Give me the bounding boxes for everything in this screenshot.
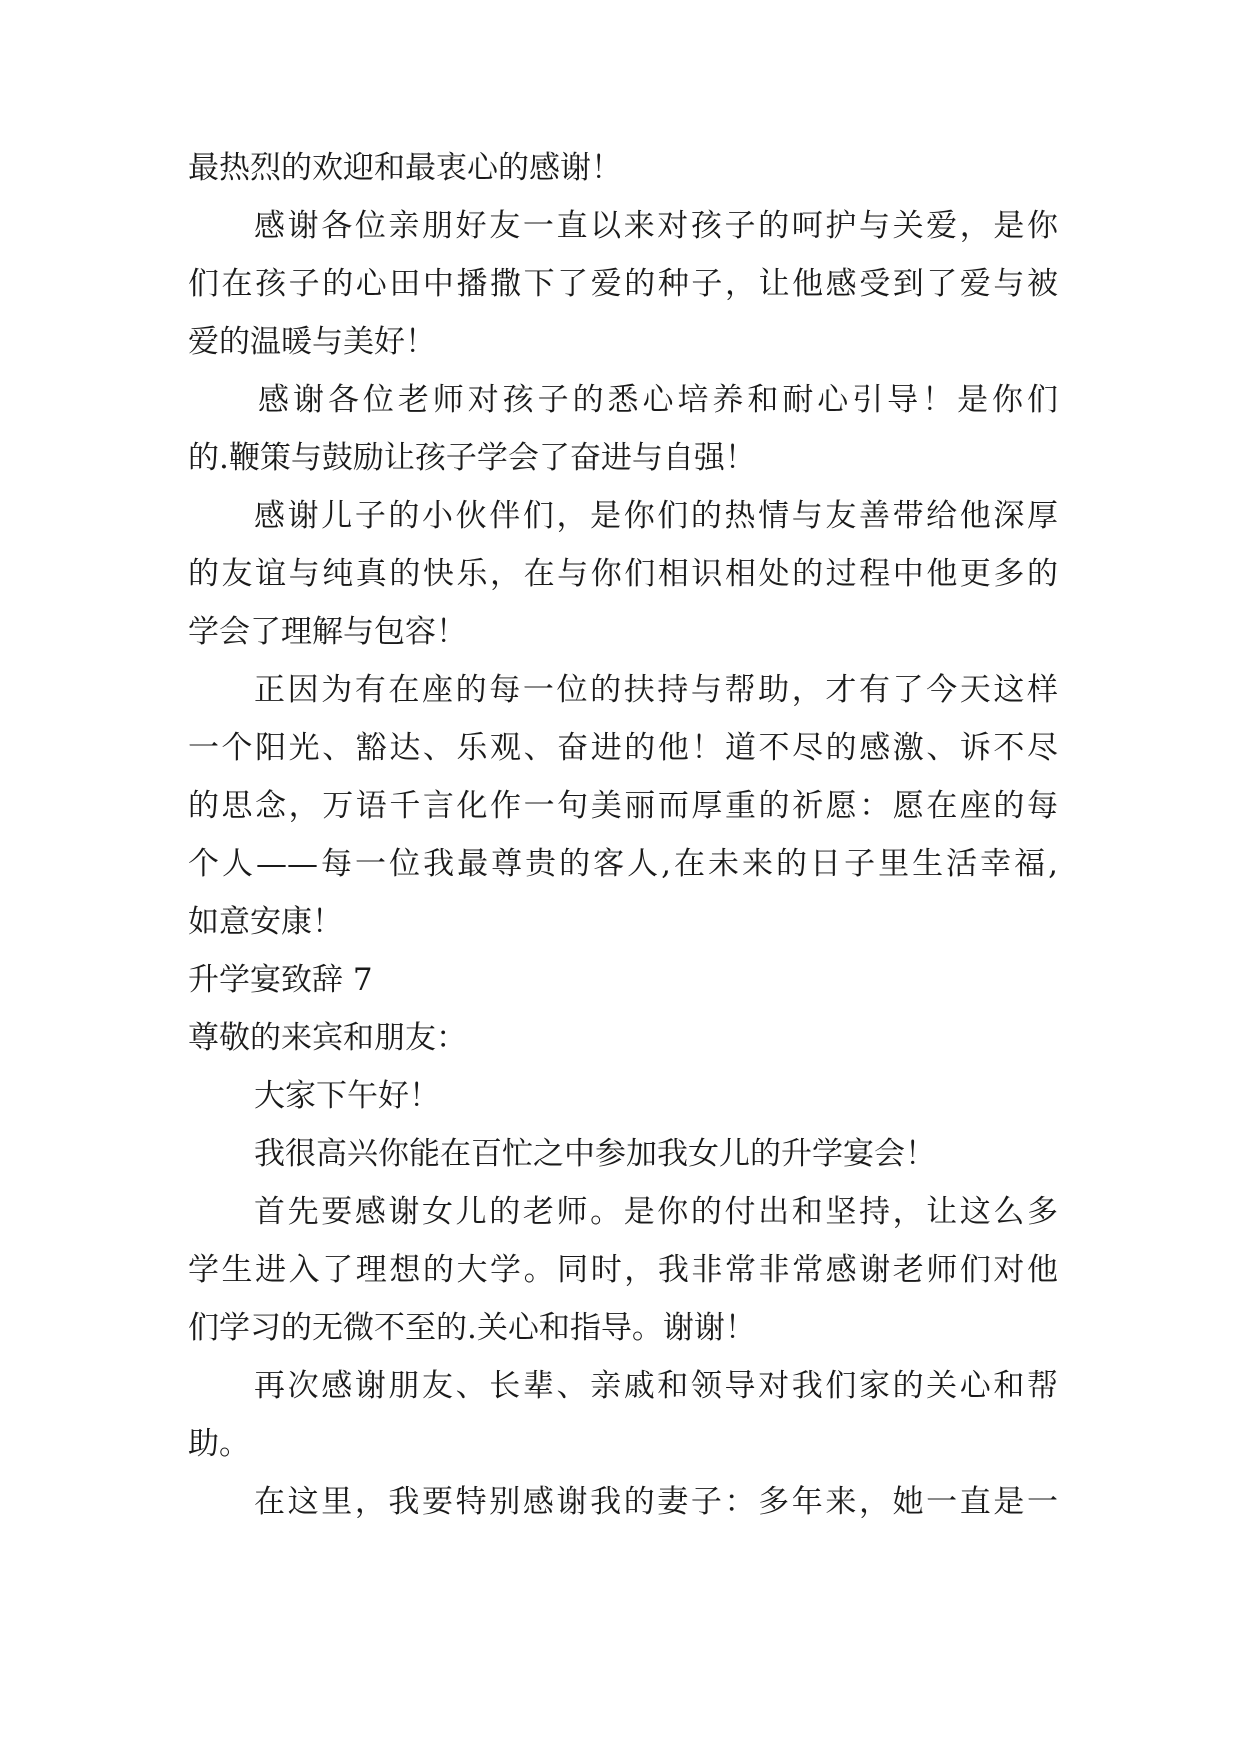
text-line: 个人——每一位我最尊贵的客人,在未来的日子里生活幸福, — [188, 846, 1058, 882]
text-line: 们在孩子的心田中播撒下了爱的种子，让他感受到了爱与被 — [188, 266, 1058, 302]
text-line: 再次感谢朋友、长辈、亲戚和领导对我们家的关心和帮 — [254, 1368, 1058, 1404]
text-line: 的友谊与纯真的快乐，在与你们相识相处的过程中他更多的 — [188, 556, 1058, 592]
text-line: 首先要感谢女儿的老师。是你的付出和坚持，让这么多 — [254, 1194, 1058, 1230]
section-heading: 升学宴致辞 7 — [188, 962, 373, 998]
text-line: 正因为有在座的每一位的扶持与帮助，才有了今天这样 — [254, 672, 1058, 708]
text-line: 我很高兴你能在百忙之中参加我女儿的升学宴会！ — [254, 1136, 936, 1172]
text-line: 最热烈的欢迎和最衷心的感谢！ — [188, 150, 622, 186]
text-line: 感谢儿子的小伙伴们，是你们的热情与友善带给他深厚 — [254, 498, 1058, 534]
text-line: 学会了理解与包容！ — [188, 614, 467, 650]
salutation: 尊敬的来宾和朋友： — [188, 1020, 467, 1056]
text-line: 感谢各位老师对孩子的悉心培养和耐心引导！是你们 — [258, 382, 1058, 418]
text-line: 助。 — [188, 1426, 250, 1462]
text-line: 的思念，万语千言化作一句美丽而厚重的祈愿：愿在座的每 — [188, 788, 1058, 824]
text-line: 们学习的无微不至的.关心和指导。谢谢！ — [188, 1310, 756, 1346]
text-line: 一个阳光、豁达、乐观、奋进的他！道不尽的感激、诉不尽 — [188, 730, 1058, 766]
text-line: 学生进入了理想的大学。同时，我非常非常感谢老师们对他 — [188, 1252, 1058, 1288]
text-line: 在这里，我要特别感谢我的妻子：多年来，她一直是一 — [254, 1484, 1058, 1520]
greeting: 大家下午好！ — [254, 1078, 440, 1114]
text-line: 感谢各位亲朋好友一直以来对孩子的呵护与关爱，是你 — [254, 208, 1058, 244]
text-line: 爱的温暖与美好！ — [188, 324, 436, 360]
text-line: 的.鞭策与鼓励让孩子学会了奋进与自强！ — [188, 440, 756, 476]
text-line: 如意安康！ — [188, 904, 343, 940]
